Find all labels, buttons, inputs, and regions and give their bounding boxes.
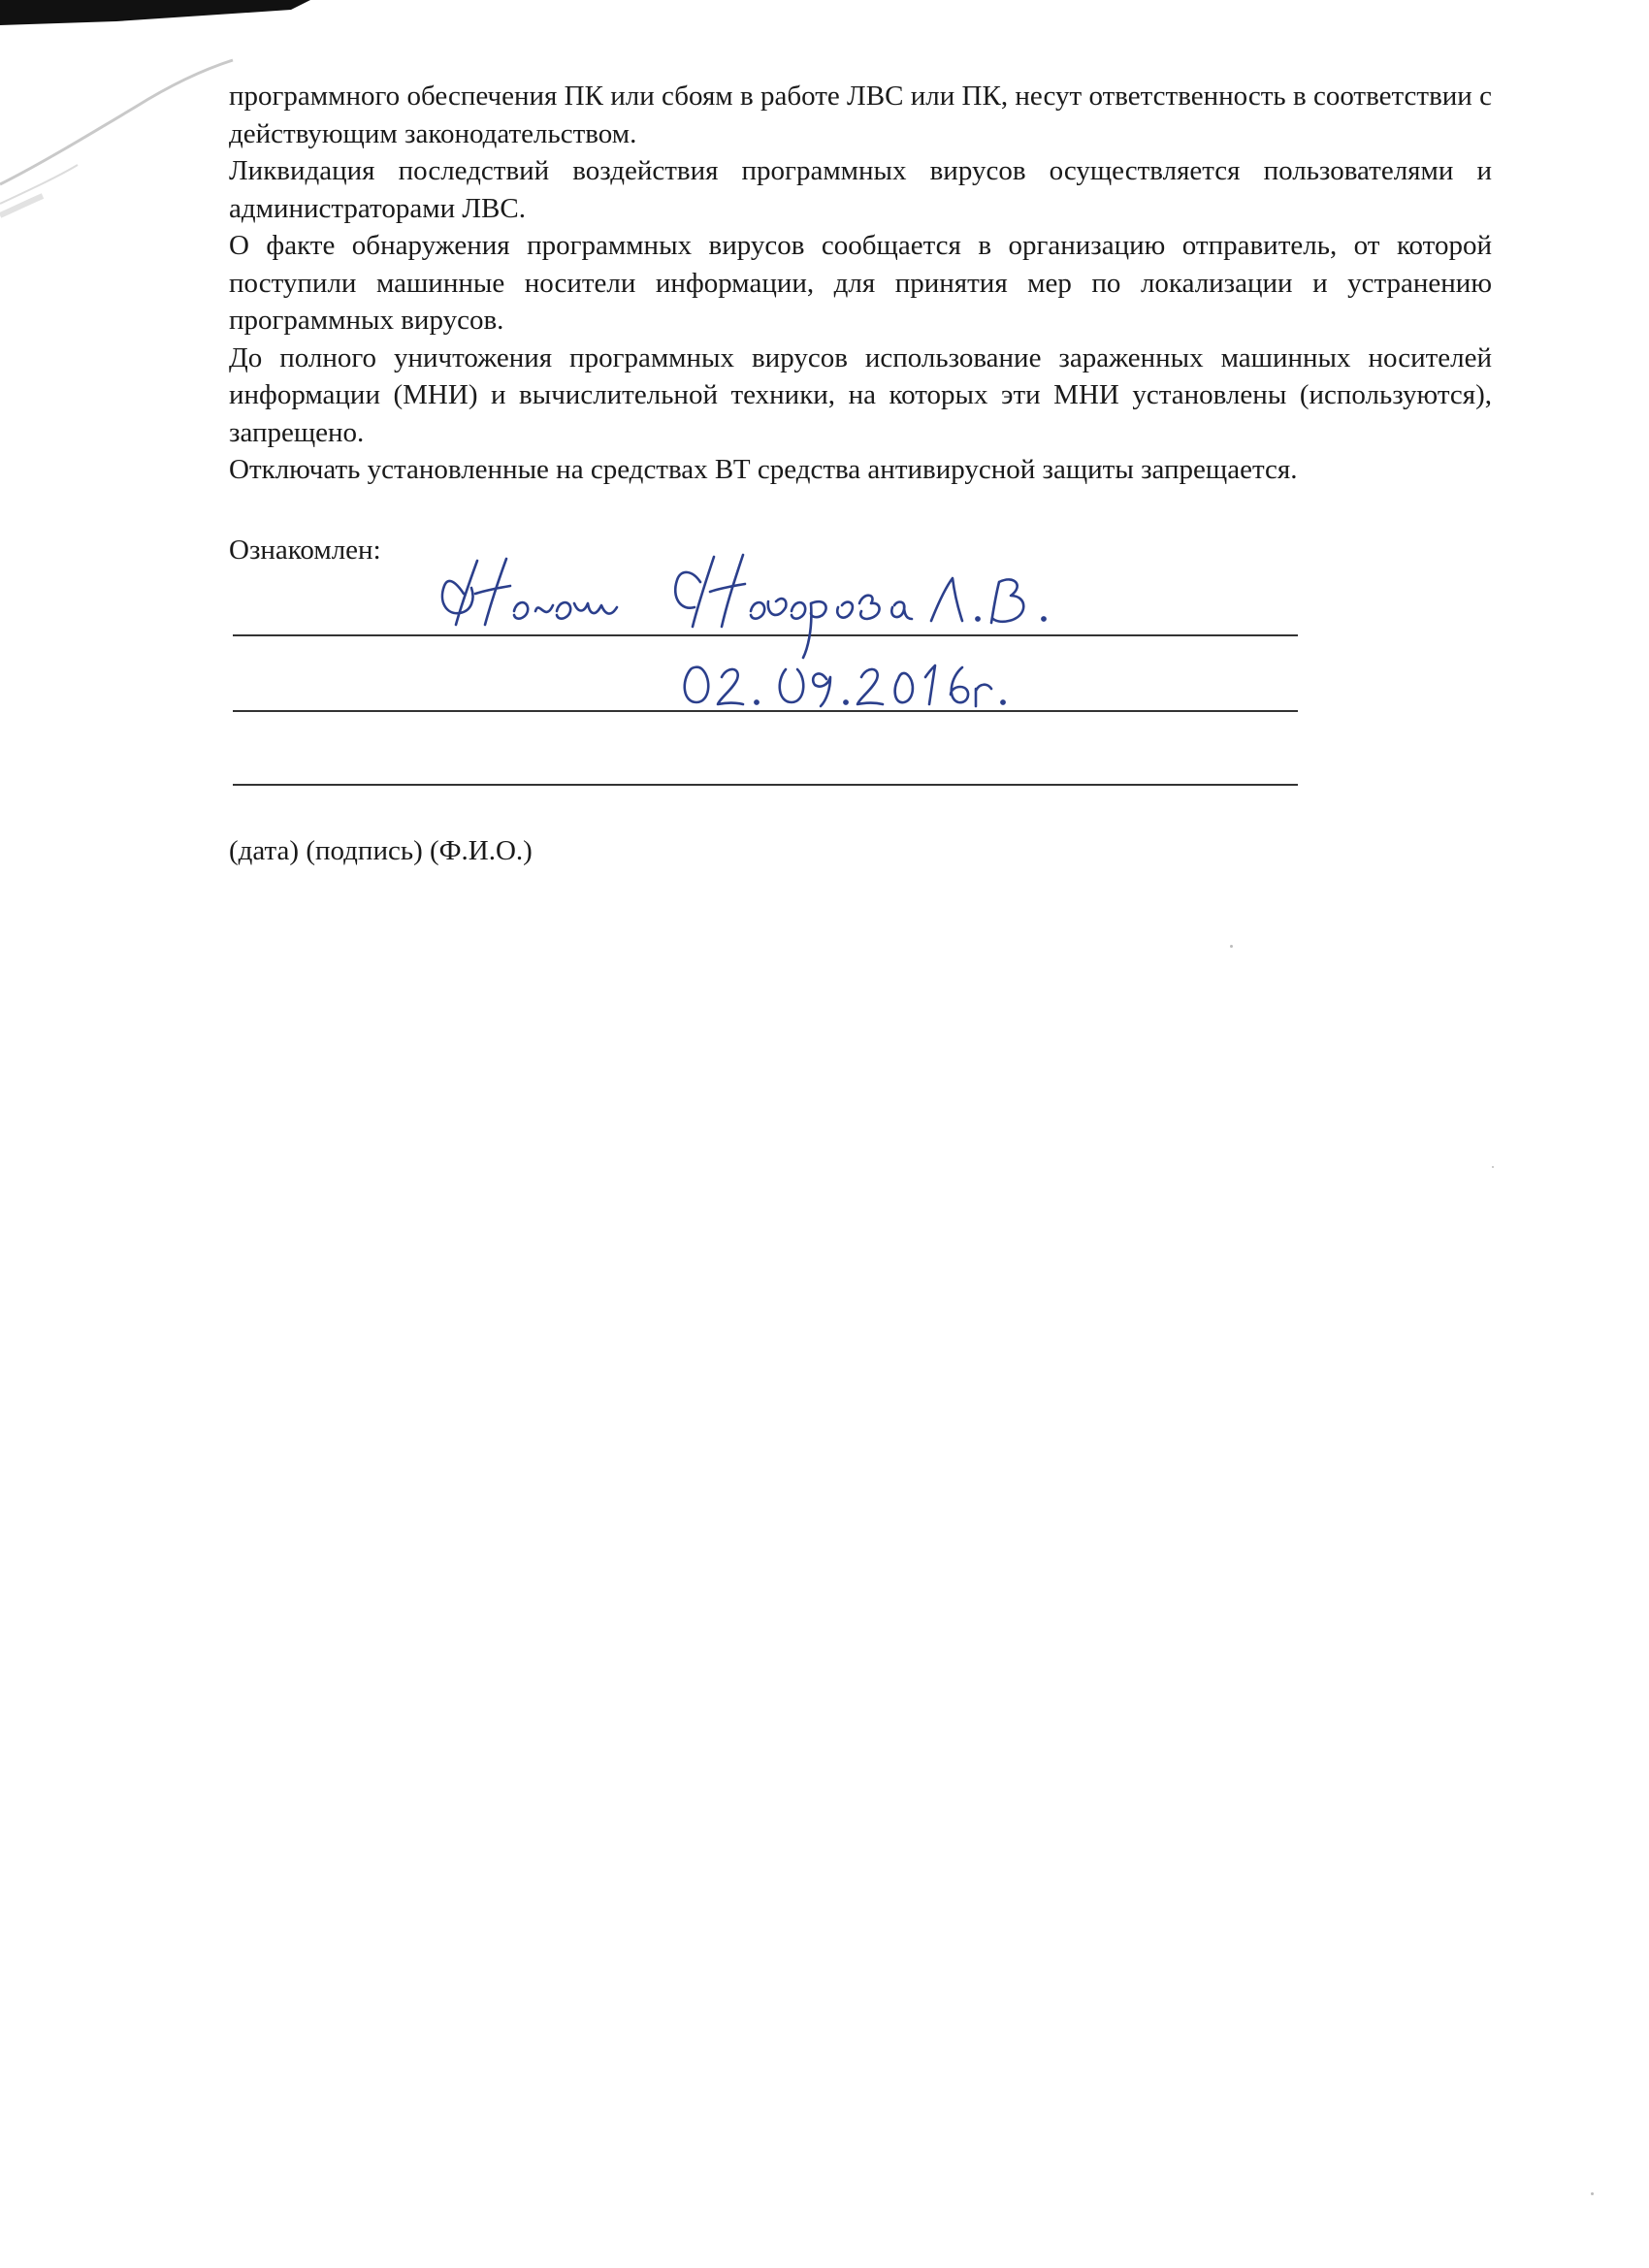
scan-speck: [1230, 945, 1233, 948]
paragraph-liability: программного обеспечения ПК или сбоям в работе ЛВС или ПК, несут ответственность в соответствии с действующим законодательством.: [229, 81, 1492, 149]
paragraph-remediation: Ликвидация последствий воздействия программных вирусов осуществляется пользователями и администраторами ЛВС.: [229, 155, 1492, 224]
scan-speck: [1591, 2192, 1594, 2195]
scan-speck: [1492, 1166, 1494, 1168]
paragraph-antivirus: Отключать установленные на средствах ВТ средства антивирусной защиты запрещается.: [229, 454, 1298, 485]
signature-legend: (дата) (подпись) (Ф.И.О.): [229, 835, 533, 866]
handwritten-signature: [427, 543, 1164, 728]
paragraph-notification: О факте обнаружения программных вирусов сообщается в организацию отправитель, от которой поступили машинные носители информации, для принятия мер по локализации и устранению программных вирусов.: [229, 230, 1492, 336]
scan-fold-edge: [0, 0, 252, 252]
body-text: [229, 78, 1492, 489]
signature-line-3: [233, 784, 1298, 786]
paragraph-prohibition: До полного уничтожения программных вирусов использование зараженных машинных носителей информации (МНИ) и вычислительной техники, на которых эти МНИ установлены (используются), запрещено.: [229, 341, 1492, 448]
acknowledgement-label: Ознакомлен:: [229, 535, 381, 566]
